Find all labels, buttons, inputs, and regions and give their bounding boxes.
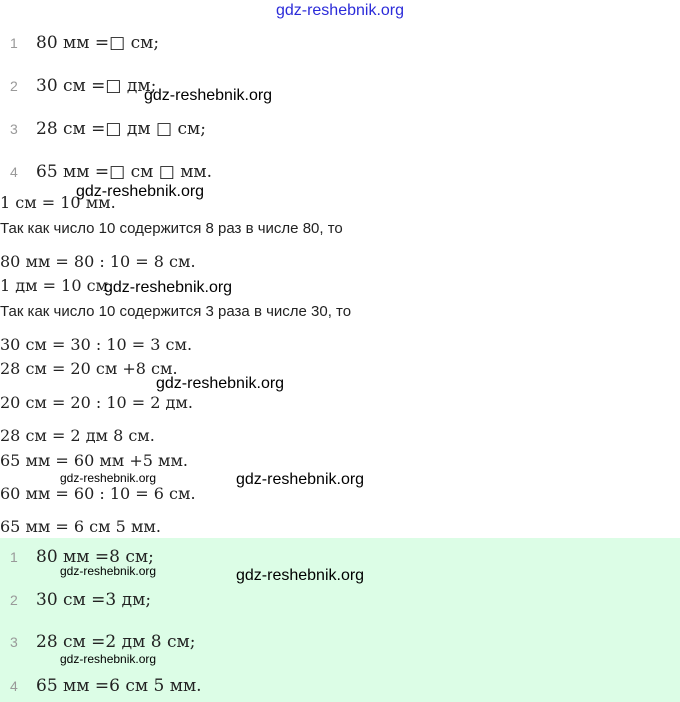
task-number: 2 (10, 78, 18, 94)
answer-number: 1 (10, 549, 18, 565)
solution-line: 65 мм = 6 см 5 мм. (0, 517, 161, 536)
task-number: 4 (10, 164, 18, 180)
solution-line: 80 мм = 80 : 10 = 8 см. (0, 252, 196, 271)
solution-line: 28 см = 2 дм 8 см. (0, 426, 155, 445)
answer-number: 4 (10, 678, 18, 694)
task-item: 30 см =□ дм; (36, 76, 157, 96)
task-item: 80 мм =□ см; (36, 33, 160, 53)
task-number: 3 (10, 121, 18, 137)
solution-line: 65 мм = 60 мм +5 мм. (0, 451, 188, 470)
task-item: 28 см =□ дм □ см; (36, 119, 206, 139)
answer-item: 28 см =2 дм 8 см; (36, 632, 196, 652)
solution-line: Так как число 10 содержится 8 раз в числе 80, то (0, 220, 343, 237)
solution-line: 60 мм = 60 : 10 = 6 см. (0, 484, 196, 503)
task-item: 65 мм =□ см □ мм. (36, 162, 213, 182)
answer-item: 65 мм =6 см 5 мм. (36, 676, 202, 696)
watermark: gdz-reshebnik.org (236, 471, 365, 488)
watermark: gdz-reshebnik.org (60, 471, 157, 485)
watermark: gdz-reshebnik.org (60, 652, 157, 666)
solution-line: 30 см = 30 : 10 = 3 см. (0, 335, 193, 354)
watermark: gdz-reshebnik.org (156, 375, 285, 392)
watermark: gdz-reshebnik.org (236, 567, 365, 584)
watermark: gdz-reshebnik.org (104, 279, 233, 296)
answer-item: 80 мм =8 см; (36, 547, 154, 567)
solution-line: 20 см = 20 : 10 = 2 дм. (0, 393, 193, 412)
solution-line: Так как число 10 содержится 3 раза в числе 30, то (0, 303, 352, 320)
solution-line: 1 дм = 10 см. (0, 276, 114, 295)
watermark: gdz-reshebnik.org (60, 564, 157, 578)
task-number: 1 (10, 35, 18, 51)
solution-line: 1 см = 10 мм. (0, 193, 116, 212)
answer-number: 3 (10, 634, 18, 650)
solution-line: 28 см = 20 см +8 см. (0, 359, 178, 378)
answer-item: 30 см =3 дм; (36, 590, 152, 610)
watermark: gdz-reshebnik.org (76, 183, 205, 200)
answer-number: 2 (10, 592, 18, 608)
watermark: gdz-reshebnik.org (144, 87, 273, 104)
header-watermark: gdz-reshebnik.org (275, 2, 405, 19)
